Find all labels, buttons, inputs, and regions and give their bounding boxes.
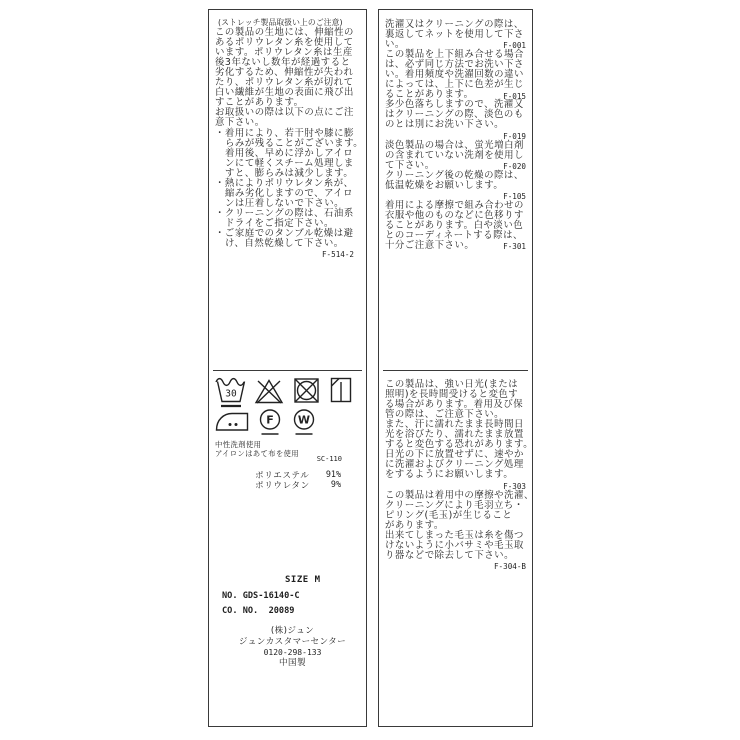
line-text: ンは圧着しないで下さい。 <box>225 197 345 209</box>
line-text: ピリング(毛玉)が生じること <box>385 509 513 521</box>
line-text: 出来てしまった毛玉は糸を傷つ <box>385 529 524 541</box>
line-text: けないように小バサミや毛玉取 <box>385 539 524 551</box>
section-divider <box>213 370 362 371</box>
size-label: SIZE M <box>285 575 321 585</box>
section-divider <box>383 370 528 371</box>
line-text: 後3年ないし数年が経過すると <box>215 57 351 69</box>
line-text: ・着用により、若干肘や膝に膨 <box>215 127 354 139</box>
reference-code: F-304-B <box>493 562 526 572</box>
line-text: この製品の生地には、伸縮性の <box>215 27 354 39</box>
line-text: とのコーディネートする際は、 <box>385 229 523 241</box>
text-line <box>385 551 528 561</box>
text-line <box>385 181 528 191</box>
line-text: 衣服や他のものなどに色移りす <box>385 209 524 221</box>
line-text: 着用後、早めに浮かしアイロ <box>225 147 354 159</box>
line-text: あるポリウレタン糸を使用して <box>215 37 354 49</box>
text-line <box>215 239 362 249</box>
line-text: る場合があります。着用及び保 <box>385 399 524 411</box>
line-text: ンにて軽くスチーム処理しま <box>225 157 354 169</box>
reference-code: F-303 <box>503 481 526 491</box>
sc-code: SC-110 <box>316 455 342 463</box>
line-text: すことがあります。 <box>215 97 304 109</box>
stretch-notice-block <box>215 18 362 259</box>
care-symbols-row-1 <box>214 375 353 408</box>
line-text: クリーニングにより毛羽立ち・ <box>385 499 524 511</box>
fiber-name: ポリエステル <box>255 471 310 481</box>
care-symbols-row-2 <box>214 407 316 437</box>
line-text: て下さい。 <box>385 159 435 171</box>
reference-code: F-105 <box>503 191 526 201</box>
line-text: 日光の下に放置せずに、速やか <box>385 449 524 461</box>
care-tag-right <box>378 9 533 727</box>
reference-code: F-020 <box>503 161 526 171</box>
line-text: があります。 <box>385 519 444 531</box>
text-line <box>385 561 528 571</box>
line-text: け、自然乾燥して下さい。 <box>225 238 344 250</box>
reference-code: F-001 <box>503 41 526 51</box>
do-not-tumble-dry-icon <box>292 376 321 405</box>
line-text: 劣化するため、伸縮性が失われ <box>215 67 354 79</box>
care-tag-left <box>208 9 367 727</box>
wash-temp-label: 30 <box>225 388 237 400</box>
line-text: 裏返してネットを使用して下さ <box>385 29 524 41</box>
composition-row <box>255 479 341 491</box>
line-text: 管の際は、ご注意下さい。 <box>385 409 505 421</box>
wash-30-mild-icon <box>214 375 248 408</box>
line-text: 多少色落ちしますので、洗濯又 <box>385 99 524 111</box>
text-line <box>385 241 528 251</box>
wet-clean-icon <box>292 407 316 437</box>
line-text: クリーニング後の乾燥の際は、 <box>385 169 524 181</box>
washing-notes-block <box>385 20 528 251</box>
line-text: らみが残ることがございます。 <box>225 137 364 149</box>
line-text: い。着用頻度や洗濯回数の違い <box>385 69 524 81</box>
wet-clean-letter: W <box>297 413 311 427</box>
fiber-percent: 91% <box>325 469 341 479</box>
sunlight-pilling-block <box>385 379 534 572</box>
line-text: お取扱いの際は以下の点にご注 <box>215 107 354 119</box>
line-text: によっては、上下に色差が生じ <box>385 79 524 91</box>
line-text: い。 <box>385 39 405 51</box>
line-text: 低温乾燥をお願いします。 <box>385 179 504 191</box>
line-text: 白い繊維が生地の表面に飛び出 <box>215 87 354 99</box>
line-text: ・クリーニングの際は、石油系 <box>215 207 354 219</box>
reference-code: F-301 <box>503 242 526 252</box>
line-text: ることがあります。 <box>385 89 474 101</box>
line-text: のとは別にお洗い下さい。 <box>385 119 505 131</box>
company-name: (株)ジュン <box>270 626 315 636</box>
customer-center: ジュンカスタマーセンター <box>238 636 347 647</box>
stretch-notice-header: (ストレッチ製品取扱い上のご注意) <box>218 18 343 27</box>
line-text: ることがあります。白や淡い色 <box>385 219 524 231</box>
reference-code: F-019 <box>503 131 526 141</box>
line-text: 淡色製品の場合は、蛍光増白剤 <box>385 139 524 151</box>
line-text: の含まれていない洗剤を使用し <box>385 149 524 161</box>
line-text: り器などで除去して下さい。 <box>385 549 515 561</box>
line-text: 照明)を長時間受けると変色す <box>385 389 519 401</box>
line-text: はクリーニングの際、淡色のも <box>385 109 524 121</box>
company-block <box>209 626 366 669</box>
line-text: 十分ご注意下さい。 <box>385 240 475 252</box>
line-text: ・ご家庭でのタンブル乾燥は避 <box>215 227 354 239</box>
line-text: 着用による摩擦で組み合わせの <box>385 199 524 211</box>
line-text: 意下さい。 <box>215 117 265 129</box>
co-number: CO. NO. 20089 <box>222 606 295 616</box>
detergent-note: 中性洗剤使用 <box>215 440 262 449</box>
reference-code: F-514-2 <box>321 250 354 260</box>
dry-clean-petroleum-icon <box>258 407 282 437</box>
fiber-name: ポリウレタン <box>255 481 310 491</box>
text-line <box>215 249 362 259</box>
dry-clean-letter: F <box>266 413 274 427</box>
line-text: この製品を上下組み合せる場合 <box>385 49 524 61</box>
line-text: また、汗に濡れたまま長時間日 <box>385 419 524 431</box>
line-text: 洗濯又はクリーニングの際は、 <box>385 19 524 30</box>
line-text: は、必ず同じ方法でお洗い下さ <box>385 59 524 71</box>
text-line <box>385 470 528 480</box>
text-line <box>385 30 528 40</box>
country-of-origin: 中国製 <box>279 658 306 669</box>
phone-number: 0120-298-133 <box>263 647 322 657</box>
line-text: 縮み劣化しますので、アイロ <box>225 187 353 199</box>
line-text: たり、ポリウレタン糸が切れて <box>215 77 354 89</box>
line-text: います。ポリウレタン糸は生産 <box>215 47 353 59</box>
text-line <box>385 120 528 130</box>
reference-code: F-015 <box>503 91 526 101</box>
line-text: この製品は、強い日光(または <box>385 379 519 390</box>
line-text: をするようにお願いします。 <box>385 469 514 481</box>
iron-icon <box>214 407 250 433</box>
line-dry-shade-icon <box>329 376 353 404</box>
do-not-bleach-icon <box>254 377 284 405</box>
line-text: 光を浴びたり、濡れたまま放置 <box>385 429 524 441</box>
line-text: に洗濯およびクリーニング処理 <box>385 459 524 471</box>
line-text: すと、膨らみは減少します。 <box>225 167 354 179</box>
line-text: この製品は着用中の摩擦や洗濯、 <box>385 489 534 501</box>
iron-cloth-note: アイロンはあて布を使用 <box>215 449 299 458</box>
fiber-percent: 9% <box>330 479 341 489</box>
line-text: ・熱によりポリウレタン糸が、 <box>215 177 354 189</box>
line-text: ドライをご指定下さい。 <box>225 217 334 229</box>
line-text: すると変色する恐れがあります。 <box>385 439 534 451</box>
product-number: NO. GDS-16140-C <box>222 591 300 601</box>
